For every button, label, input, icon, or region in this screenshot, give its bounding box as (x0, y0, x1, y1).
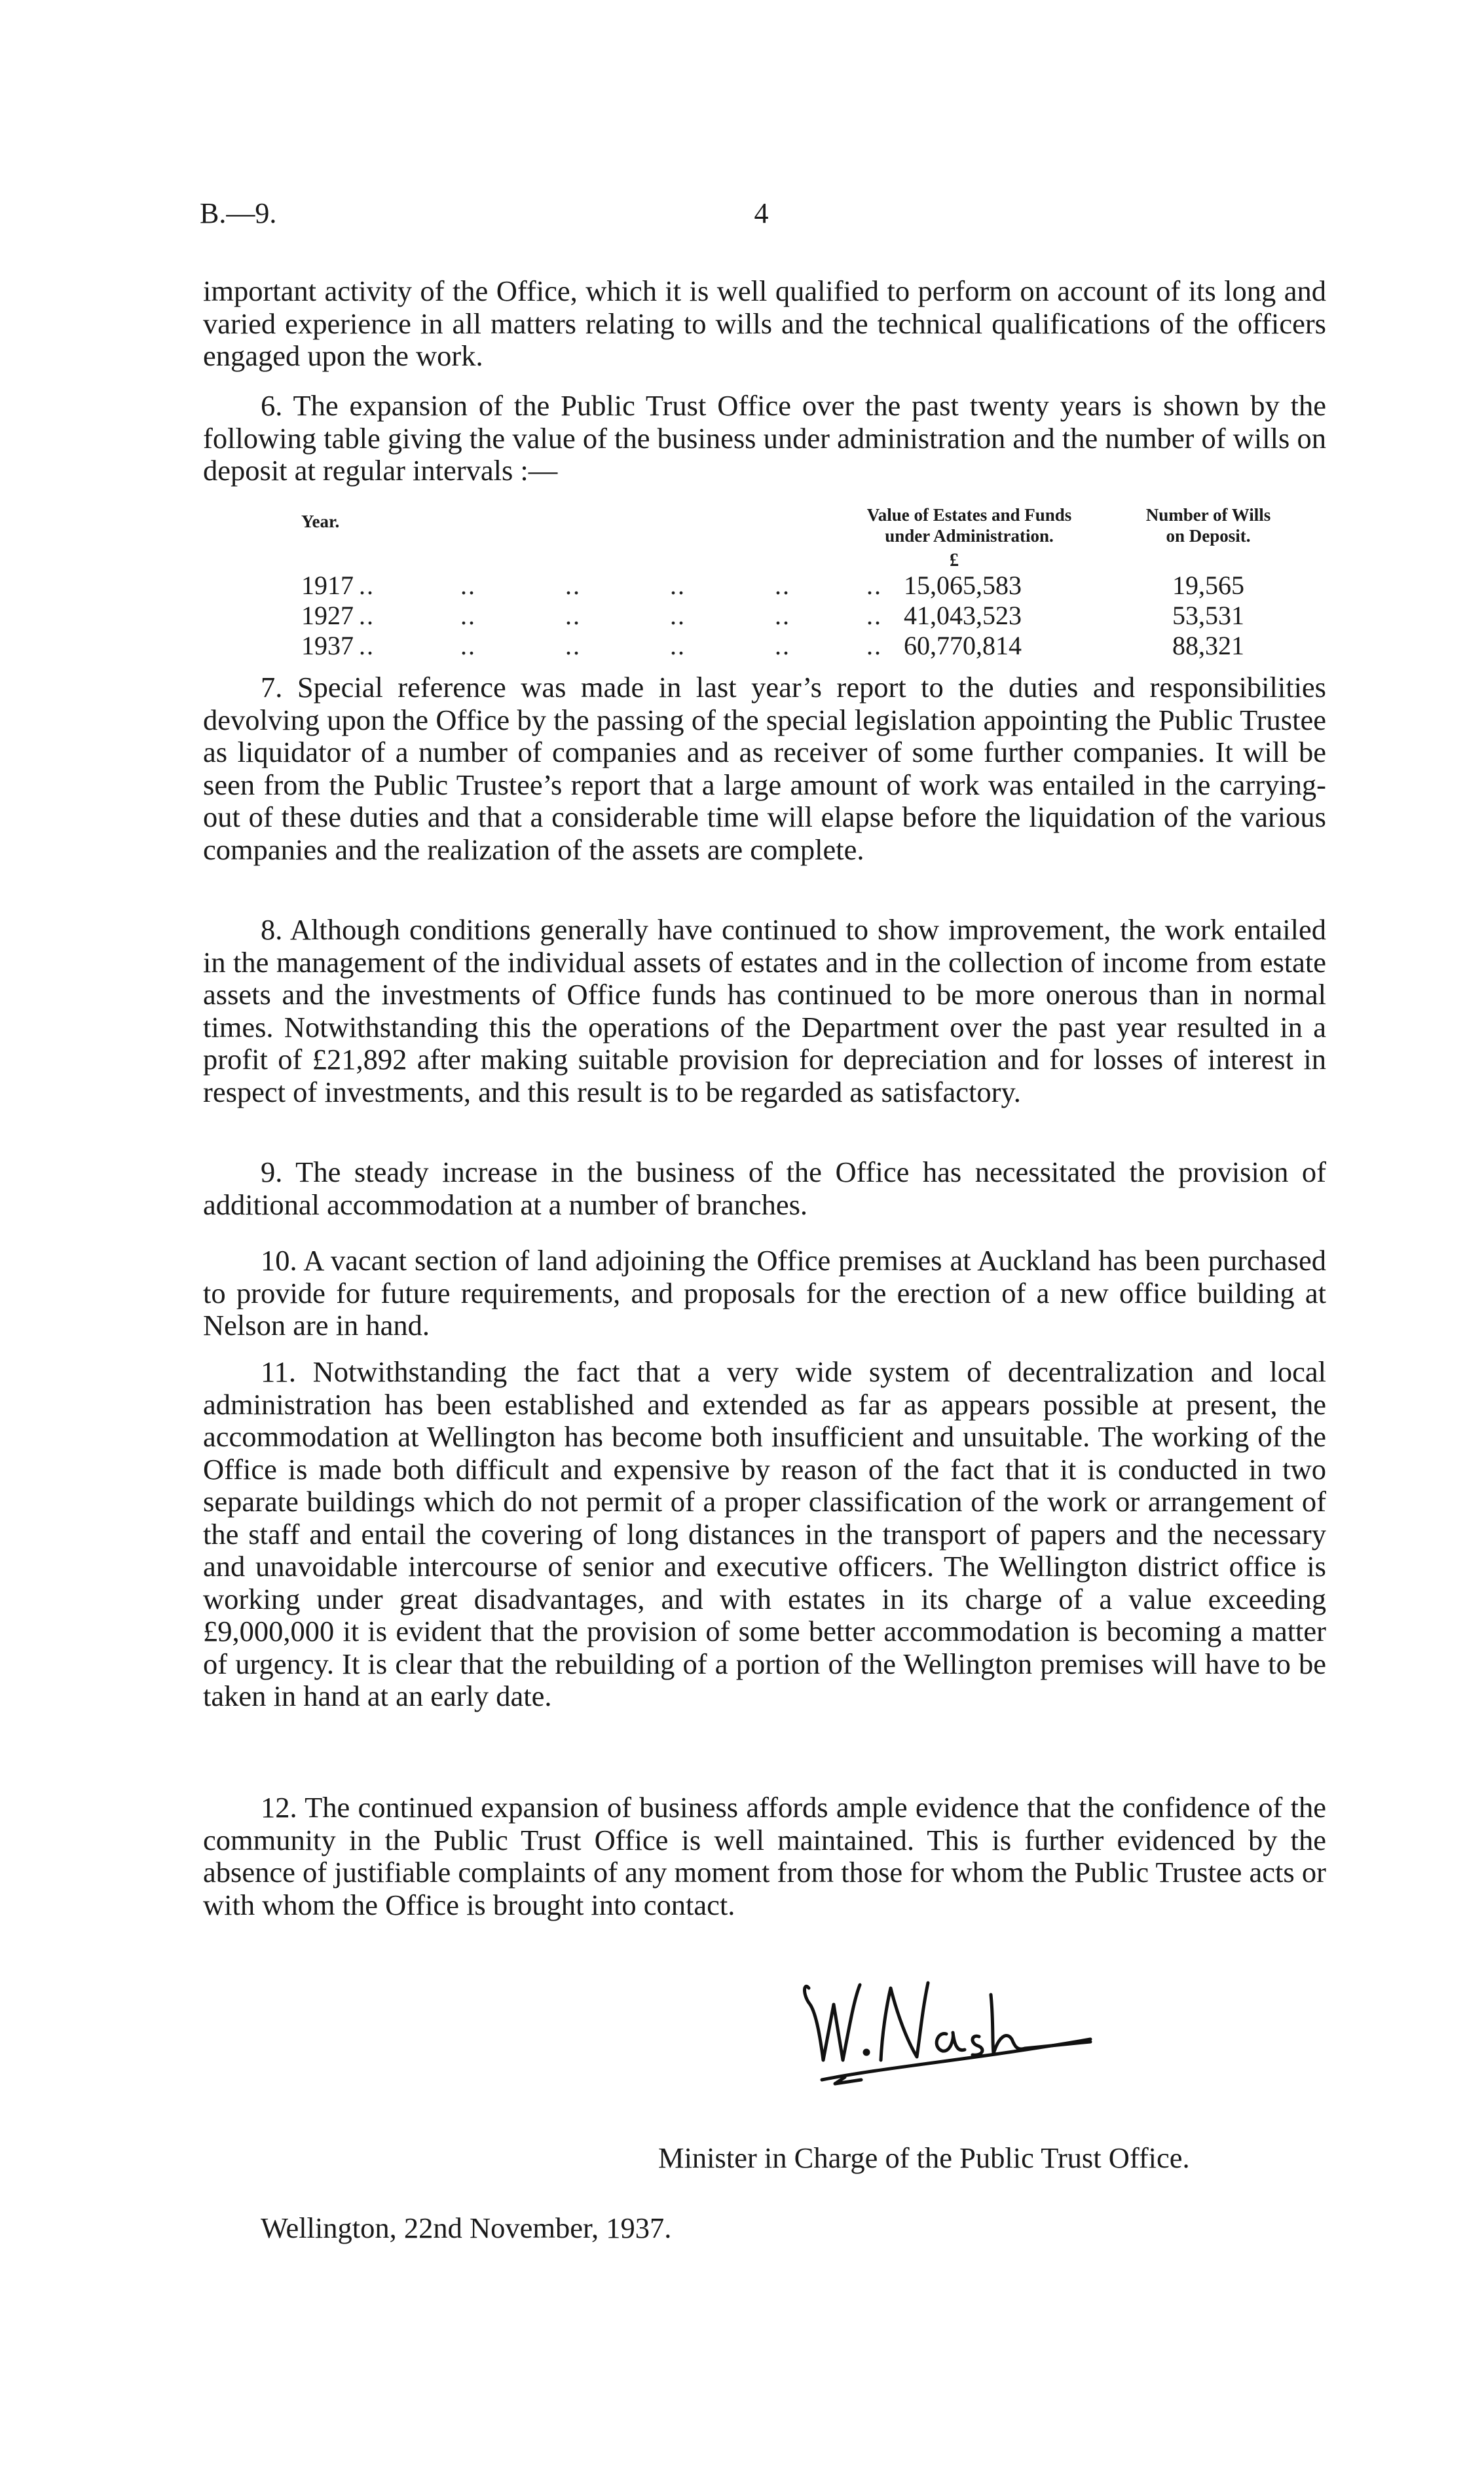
paragraph-10: 10. A vacant section of land adjoining the Office premises at Auckland has been purchased to provide for future requirements, and proposals for the erection of a new office building at Nelson are in hand. (203, 1244, 1326, 1342)
paragraph-8: 8. Although conditions generally have continued to show improvement, the work entailed in the management of the individual assets of estates and in the collection of income from estate assets and the investments of Office funds has continued to be more onerous than in normal times. Notwithstanding this the operations of the Department over the past year resulted in a profit of £21,892 after making suitable provision for depreciation and for losses of interest in respect of investments, and this result is to be regarded as satisfactory. (203, 913, 1326, 1108)
handwritten-signature (783, 1968, 1162, 2086)
table-row: 1917 .. .. .. .. .. .. 15,065,583 19,565 (301, 571, 1244, 600)
row-value: 15,065,583 (904, 571, 1022, 600)
column-header-wills: Number of Wills on Deposit. (1145, 505, 1271, 546)
dateline: Wellington, 22nd November, 1937. (261, 2211, 672, 2244)
column-header-year: Year. (301, 512, 340, 531)
row-value: 41,043,523 (904, 601, 1022, 630)
row-wills: 53,531 (1172, 601, 1244, 630)
paragraph-6: 6. The expansion of the Public Trust Office over the past twenty years is shown by the following table giving the value of the business under administration and the number of wills on deposit at regular intervals :— (203, 389, 1326, 487)
column-header-value: Value of Estates and Funds under Administration. (866, 505, 1072, 546)
row-wills: 19,565 (1172, 571, 1244, 600)
document-code: B.—9. (200, 197, 277, 229)
paragraph-continued: important activity of the Office, which it is well qualified to perform on account of its long and varied experience in all matters relating to wills and the technical qualifications of the officers engaged upon the work. (203, 274, 1326, 372)
page-number: 4 (754, 197, 769, 229)
paragraph-11: 11. Notwithstanding the fact that a very wide system of decentralization and local administration has been established and extended as far as appears possible at present, the accommodation at Wellington has become both insufficient and unsuitable. The working of the Office is made both difficult and expensive by reason of the fact that it is conducted in two separate buildings which do not permit of a proper classification of the work or arrangement of the staff and entail the covering of long distances in the transport of papers and the necessary and unavoidable intercourse of senior and executive officers. The Wellington district office is working under great disadvantages, and with estates in its charge of a value exceeding £9,000,000 it is evident that the provision of some better accommodation is becoming a matter of urgency. It is clear that the rebuilding of a portion of the Wellington premises will have to be taken in hand at an early date. (203, 1355, 1326, 1712)
signature-caption: Minister in Charge of the Public Trust Office. (658, 2141, 1190, 2174)
row-year: 1937 (301, 631, 354, 660)
table-row: 1927 .. .. .. .. .. .. 41,043,523 53,531 (301, 601, 1244, 630)
page-header (200, 197, 1323, 236)
paragraph-9: 9. The steady increase in the business of the Office has necessitated the provision of additional accommodation at a number of branches. (203, 1156, 1326, 1221)
row-year: 1917 (301, 571, 354, 600)
row-value: 60,770,814 (904, 631, 1022, 660)
row-year: 1927 (301, 601, 354, 630)
paragraph-7: 7. Special reference was made in last year’s report to the duties and responsibilities devolving upon the Office by the passing of the special legislation appointing the Public Trustee as liquidator of a number of companies and as receiver of some further companies. It will be seen from the Public Trustee’s report that a large amount of work was entailed in the carrying-out of these duties and that a considerable time will elapse before the liquidation of the various companies and the realization of the assets are complete. (203, 671, 1326, 866)
row-wills: 88,321 (1172, 631, 1244, 660)
table-row: 1937 .. .. .. .. .. .. 60,770,814 88,321 (301, 631, 1244, 660)
paragraph-12: 12. The continued expansion of business affords ample evidence that the confidence of the community in the Public Trust Office is well maintained. This is further evidenced by the absence of justifiable complaints of any moment from those for whom the Public Trustee acts or with whom the Office is brought into contact. (203, 1791, 1326, 1921)
column-unit-pound: £ (950, 550, 959, 571)
